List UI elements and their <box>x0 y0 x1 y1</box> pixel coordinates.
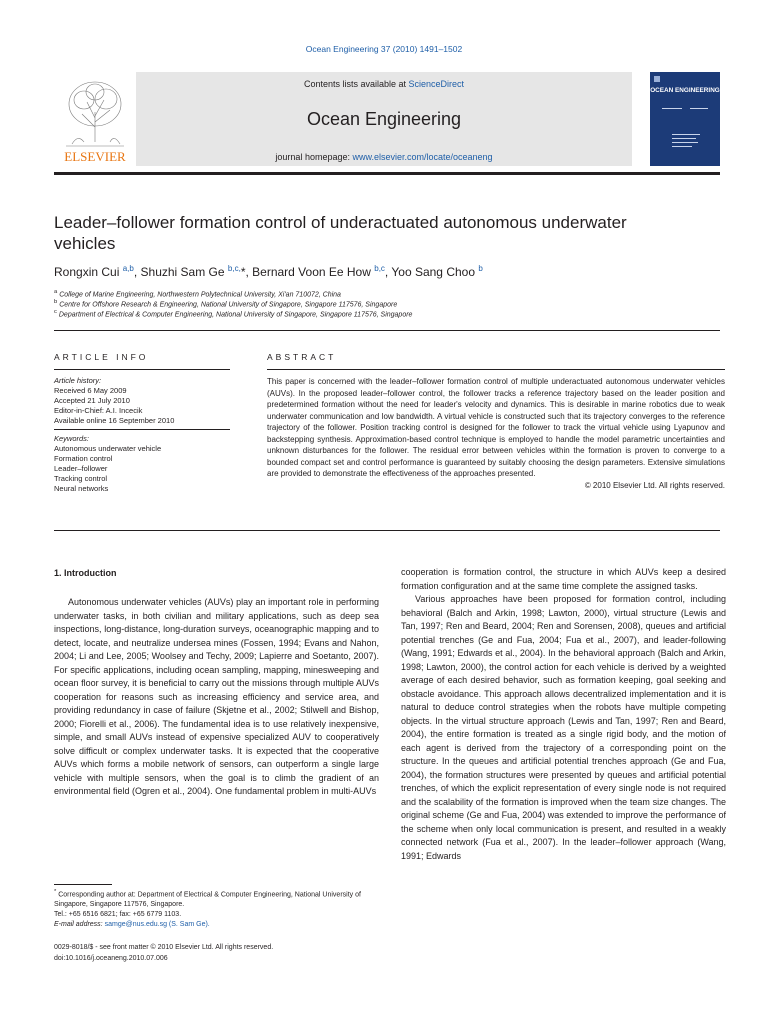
abstract-text: This paper is concerned with the leader–follower formation control of multiple underactuated autonomous underwater vehicles (AUVs). In the proposed leader–follower control, the follower tracks a reference trajectory based on the leader position and predetermined formation without the need for leader's velocity and dynamics. This is desirable in marine robotics due to weak underwater communication and low bandwidth. A virtual vehicle is constructed such that its trajectory converges to the reference trajectory of the follower. Position tracking control is designed for the follower to track the virtual vehicle using Lyapunov and backstepping synthesis. Approximation-based control technique is employed to handle the model parametric uncertainties and unknown disturbances for the follower. The residual error between vehicles within the formation is proven to converge to a bounded compact set and control performance is guaranteed by suitably choosing the design parameters. Extensive simulations are provided to demonstrate the effectiveness of the approaches presented. <box>267 377 725 478</box>
affiliation <box>54 299 397 308</box>
elsevier-wordmark: ELSEVIER <box>64 149 126 164</box>
keyword-item: Autonomous underwater vehicle <box>54 444 162 453</box>
affiliation-text: Department of Electrical & Computer Engineering, National University of Singapore, Singapore 117576, Singapore <box>58 311 413 319</box>
keyword-item: Tracking control <box>54 474 108 483</box>
keyword-item: Neural networks <box>54 484 109 493</box>
sciencedirect-link[interactable]: ScienceDirect <box>408 79 465 89</box>
article-title: Leader–follower formation control of underactuated autonomous underwater vehicles <box>54 213 627 253</box>
abstract-heading: ABSTRACT <box>267 352 337 362</box>
affiliation-text: Centre for Offshore Research & Engineering, National University of Singapore, Singapore 117576, Singapore <box>59 301 398 309</box>
author-name[interactable]: Shuzhi Sam Ge <box>140 265 225 279</box>
info-divider <box>54 429 230 430</box>
history-item: Received 6 May 2009 <box>54 386 127 395</box>
introduction-heading: 1. Introduction <box>54 568 117 578</box>
affiliation <box>54 309 412 318</box>
contents-prefix: Contents lists available at <box>303 79 409 89</box>
keyword-item: Leader–follower <box>54 464 108 473</box>
journal-name: Ocean Engineering <box>306 109 462 129</box>
history-item: Available online 16 September 2010 <box>54 416 175 425</box>
body-paragraph: Various approaches have been proposed for formation control, including behavioral (Balch and Arkin, 1998; Lawton, 2000), virtual structure (Lewis and Tan, 1997; Ren and Beard, 2004; Ren and Sorensen, 2008), queues and artificial potential trenches (Ge and Fua, 2004; Fua et al., 2007), and leader-following (Wang, 1991; Edwards et al., 2004). In the behavioral approach (Balch and Arkin, 1998; Lawton, 2000), the control action for each vehicle is derived by a weighted average of each desired behavior, such as formation keeping, goal seeking and obstacle avoidance. This approach allows decentralized implementation and it is natural to deduce control strategies when the robots have multiple competing objects. In the virtual structure approach (Lewis and Tan, 1997; Ren and Beard, 2004), the entire formation is treated as a single rigid body, and the motion of each agent is derived from the trajectory of a corresponding point on the structure. In the queues and artificial potential trenches approach (Ge and Fua, 2004), the formation structures were presented by queues and artificial potential trenches, of which the explicit representation of every single node is not required and the scalability of the formation is improved when the team size changes. The original scheme (Ge and Fua, 2004) was extended to improve the performance of the scheme when only local communication is present, and resulted in a weakly connected network (Fua et al., 2007). In the leader–follower approach (Wang, 1991; Edwards <box>401 594 726 861</box>
article-info-heading: ARTICLE INFO <box>54 352 149 362</box>
homepage-prefix: journal homepage: <box>275 152 353 162</box>
author-affiliation-marker[interactable]: a,b <box>122 264 134 273</box>
journal-cover-image <box>650 72 720 166</box>
author-name[interactable]: Yoo Sang Choo <box>391 265 476 279</box>
abstract-body <box>267 376 725 491</box>
publication-info <box>54 942 273 964</box>
keywords-label: Keywords: <box>54 434 90 443</box>
body-paragraph: cooperation is formation control, the structure in which AUVs keep a desired formation configuration and at the same time complete the assigned tasks. <box>401 567 726 591</box>
history-item: Editor-in-Chief: A.I. Incecik <box>54 406 143 415</box>
issn-line: 0029-8018/$ - see front matter © 2010 Elsevier Ltd. All rights reserved. <box>54 944 274 951</box>
affiliation-text: College of Marine Engineering, Northwestern Polytechnical University, Xi'an 710072, China <box>59 291 341 299</box>
footnote-rule <box>54 884 112 885</box>
abstract-rule <box>267 369 725 370</box>
author-name[interactable]: Bernard Voon Ee How <box>252 265 371 279</box>
affiliation-key: a <box>54 289 58 295</box>
article-info-rule <box>54 369 230 370</box>
keyword-item: Formation control <box>54 454 113 463</box>
left-column <box>54 596 379 799</box>
article-info-box <box>54 376 230 494</box>
footnote-phone: Tel.: +65 6516 6821; fax: +65 6779 1103. <box>54 911 182 919</box>
corresponding-author-marker[interactable]: * <box>240 265 246 279</box>
author-affiliation-marker[interactable]: b,c <box>374 264 385 273</box>
author-affiliation-marker[interactable]: b,c, <box>227 264 241 273</box>
section-rule <box>54 330 720 331</box>
abstract-bottom-rule <box>54 530 720 531</box>
footnote-email[interactable]: samge@nus.edu.sg (S. Sam Ge). <box>104 921 210 929</box>
history-item: Accepted 21 July 2010 <box>54 396 130 405</box>
author-affiliation-marker[interactable]: b <box>478 264 483 273</box>
contents-available-line <box>136 79 632 89</box>
affiliation <box>54 289 341 298</box>
author-name[interactable]: Rongxin Cui <box>54 265 120 279</box>
right-column <box>401 566 726 863</box>
cover-title: OCEAN ENGINEERING <box>650 87 720 94</box>
body-paragraph: Autonomous underwater vehicles (AUVs) play an important role in performing underwater tasks, in both civilian and military applications, such as deep sea inspections, long-distance, long-duration surveys, oceanographic mapping and to detect, locate, and neutralize undersea mines (Fossen, 1994; Evans and Nahon, 2004; Li and Lee, 2005; Woolsey and Techy, 2009; Lapierre and Soetanto, 2007). For specific applications, including ocean sampling, mapping, minesweeping and ocean floor survey, it is beneficial to carry out the missions through multiple AUVs cooperation for reasons such as increasing efficiency and service area, and providing redundancy in case of failure (Skjetne et al., 2002; Stilwell and Bishop, 2000; Fiorelli et al., 2006). The fundamental idea is to use relatively inexpensive, simple, and small AUVs instead of expensive specialized AUV to cooperatively solve difficult or complex underwater tasks. It is expected that the cooperative AUVs which forms a mobile network of sensors, can outperform a single large vehicle with multiple sensors, when the goal is to climb the gradient of an environmental field (Ogren et al., 2004). One fundamental problem in multi-AUVs <box>54 597 379 796</box>
doi-line[interactable]: doi:10.1016/j.oceaneng.2010.07.006 <box>54 955 168 962</box>
author-list: Rongxin Cui $^{a,b}$, Shuzhi Sam Ge $^{b,c,}$*, Bernard Voon Ee How $^{b,c}$, Yoo Sang Choo $^b$ <box>54 264 483 279</box>
affiliation-key: b <box>54 299 58 305</box>
corresponding-author-footnote <box>54 887 384 930</box>
elsevier-logo <box>54 72 136 166</box>
header-rule <box>54 172 720 175</box>
journal-reference[interactable]: Ocean Engineering 37 (2010) 1491–1502 <box>305 44 463 54</box>
journal-homepage-line <box>136 152 632 162</box>
footnote-marker: * <box>54 889 57 895</box>
history-label: Article history: <box>54 376 102 385</box>
footnote-text: Corresponding author at: Department of Electrical & Computer Engineering, National University of Singapore, Singapore 117576, Singapore. <box>54 891 361 909</box>
abstract-copyright: © 2010 Elsevier Ltd. All rights reserved. <box>584 480 725 490</box>
footnote-email-label: E-mail address: <box>54 921 103 929</box>
affiliation-key: c <box>54 309 57 315</box>
homepage-link[interactable]: www.elsevier.com/locate/oceaneng <box>352 152 493 162</box>
